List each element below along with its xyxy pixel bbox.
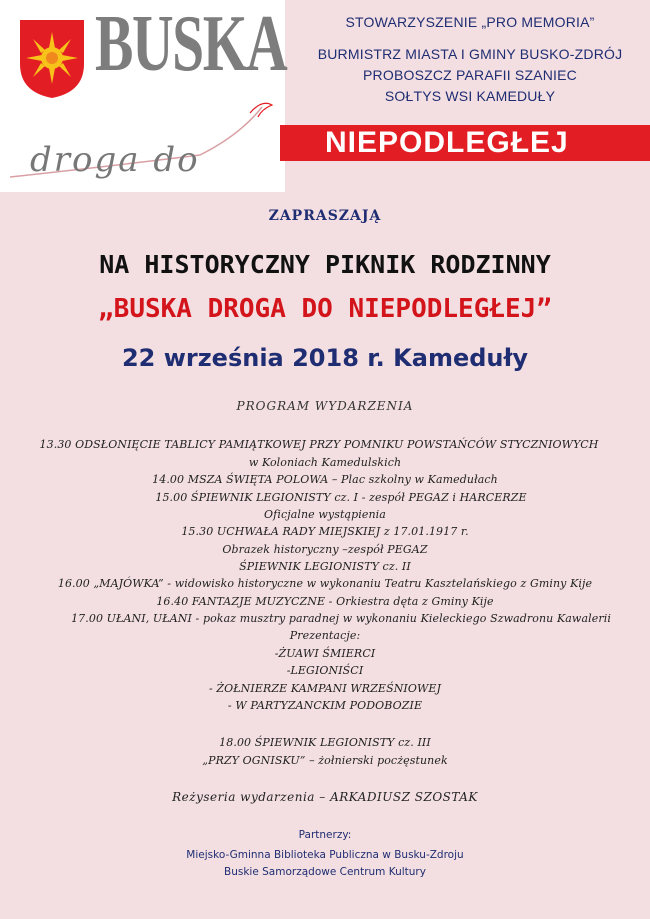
program-line: 16.00 „MAJÓWKA” - widowisko historyczne w wykonaniu Teatru Kasztelańskiego z Gminy Kije: [57, 577, 593, 590]
program-line: -LEGIONIŚCI: [286, 664, 364, 677]
event-date: 22 września 2018 r. Kameduły: [121, 344, 529, 372]
organizer-4: SOŁTYS WSI KAMEDUŁY: [384, 88, 556, 104]
event-title-line2: „BUSKA DROGA DO NIEPODLEGŁEJ”: [98, 294, 552, 324]
partners-heading: Partnerzy:: [298, 829, 352, 841]
organizer-3: PROBOSZCZ PARAFII SZANIEC: [363, 67, 577, 83]
program-line: w Koloniach Kamedulskich: [248, 456, 402, 469]
logo-script: droga do: [30, 140, 200, 180]
banner-text: NIEPODLEGŁEJ: [325, 126, 569, 159]
program-line: 17.00 UŁANI, UŁANI - pokaz musztry paradnej w wykonaniu Kieleckiego Szwadronu Kawalerii: [71, 612, 611, 625]
program-line: 18.00 ŚPIEWNIK LEGIONISTY cz. III: [219, 736, 431, 749]
partner-item: Buskie Samorządowe Centrum Kultury: [224, 866, 426, 878]
event-title-line1: NA HISTORYCZNY PIKNIK RODZINNY: [99, 250, 551, 279]
director-credit: Reżyseria wydarzenia – ARKADIUSZ SZOSTAK: [172, 790, 478, 804]
program-line: 14.00 MSZA ŚWIĘTA POLOWA – Plac szkolny w Kamedułach: [152, 473, 498, 486]
program-heading: PROGRAM WYDARZENIA: [236, 399, 414, 413]
program-line: - ŻOŁNIERZE KAMPANI WRZEŚNIOWEJ: [208, 682, 442, 695]
organizer-2: BURMISTRZ MIASTA I GMINY BUSKO-ZDRÓJ: [317, 46, 623, 62]
program-line: 15.00 ŚPIEWNIK LEGIONISTY cz. I - zespół PEGAZ i HARCERZE: [155, 491, 527, 504]
invite-text: ZAPRASZAJĄ: [268, 208, 382, 224]
program-line: Obrazek historyczny –zespół PEGAZ: [222, 543, 428, 556]
program-line: 15.30 UCHWAŁA RADY MIEJSKIEJ z 17.01.1917 r.: [181, 525, 469, 538]
partner-item: Miejsko-Gminna Biblioteka Publiczna w Busku-Zdroju: [186, 849, 464, 861]
program-line: - W PARTYZANCKIM PODOBOZIE: [227, 699, 423, 712]
logo-area: [0, 0, 285, 192]
program-line: -ŻUAWI ŚMIERCI: [274, 647, 376, 660]
program-line: 16.40 FANTAZJE MUZYCZNE - Orkiestra dęta z Gminy Kije: [156, 595, 494, 608]
program-line: „PRZY OGNISKU” – żołnierski pocżęstunek: [202, 754, 448, 767]
organizer-1: STOWARZYSZENIE „PRO MEMORIA”: [345, 14, 595, 30]
program-line: ŚPIEWNIK LEGIONISTY cz. II: [239, 560, 411, 573]
coat-of-arms-icon: [18, 18, 86, 100]
program-line: Prezentacje:: [289, 629, 361, 642]
program-line: 13.30 ODSŁONIĘCIE TABLICY PAMIĄTKOWEJ PRZY POMNIKU POWSTAŃCÓW STYCZNIOWYCH: [39, 438, 599, 451]
program-line: Oficjalne wystąpienia: [264, 508, 386, 521]
logo-wordmark: BUSKA: [95, 0, 287, 88]
